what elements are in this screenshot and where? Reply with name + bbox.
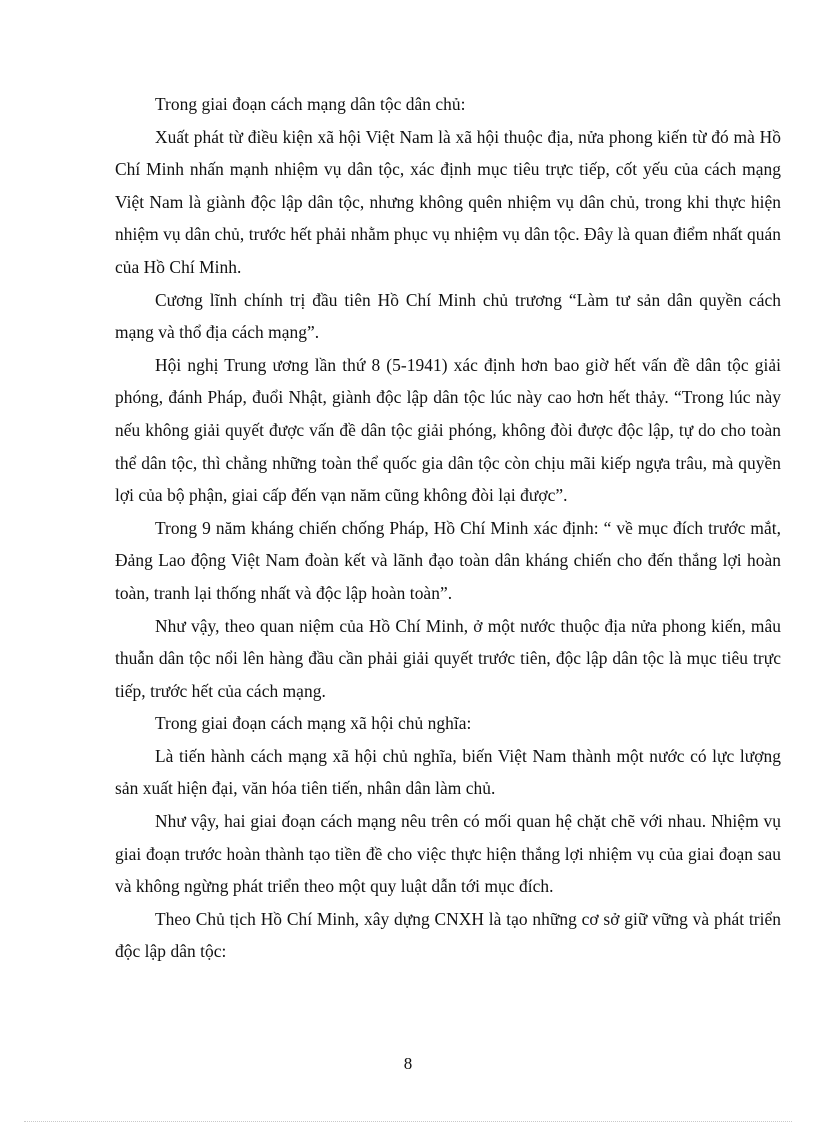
- paragraph-political-platform: Cương lĩnh chính trị đầu tiên Hồ Chí Minh chủ trương “Làm tư sản dân quyền cách mạng và thổ địa cách mạng”.: [115, 289, 781, 343]
- paragraph-conclusion-independence: Như vậy, theo quan niệm của Hồ Chí Minh, ở một nước thuộc địa nửa phong kiến, mâu thuẫn dân tộc nổi lên hàng đầu cần phải giải quyết trước tiên, độc lập dân tộc là mục tiêu trực tiếp, trước hết của cách mạng.: [115, 615, 781, 701]
- page-bottom-divider: [24, 1121, 792, 1122]
- paragraph-building-socialism: Theo Chủ tịch Hồ Chí Minh, xây dựng CNXH là tạo những cơ sở giữ vững và phát triển độc lập dân tộc:: [115, 908, 781, 962]
- paragraph-two-stages-relation: Như vậy, hai giai đoạn cách mạng nêu trên có mối quan hệ chặt chẽ với nhau. Nhiệm vụ giai đoạn trước hoàn thành tạo tiền đề cho việc thực hiện thắng lợi nhiệm vụ của giai đoạn sau và không ngừng phát triển theo một quy luật dẫn tới mục đích.: [115, 811, 781, 897]
- page-number: 8: [403, 1054, 413, 1073]
- paragraph-eighth-conference: Hội nghị Trung ương lần thứ 8 (5-1941) xác định hơn bao giờ hết vấn đề dân tộc giải phóng, đánh Pháp, đuổi Nhật, giành độc lập dân tộc lúc này cao hơn hết thảy. “Trong lúc này nếu không giải quyết được vấn đề dân tộc giải phóng, không đòi được độc lập, tự do cho toàn thể dân tộc, thì chẳng những toàn thể quốc gia dân tộc còn chịu mãi kiếp ngựa trâu, mà quyền lợi của bộ phận, giai cấp đến vạn năm cũng không đòi lại được”.: [115, 354, 781, 506]
- paragraph-heading-socialist-stage: Trong giai đoạn cách mạng xã hội chủ nghĩa:: [155, 713, 472, 734]
- paragraph-socialist-revolution: Là tiến hành cách mạng xã hội chủ nghĩa, biến Việt Nam thành một nước có lực lượng sản xuất hiện đại, văn hóa tiên tiến, nhân dân làm chủ.: [115, 745, 781, 799]
- paragraph-resistance-war: Trong 9 năm kháng chiến chống Pháp, Hồ Chí Minh xác định: “ về mục đích trước mắt, Đảng Lao động Việt Nam đoàn kết và lãnh đạo toàn dân kháng chiến cho đến thắng lợi hoàn toàn, tranh lại thống nhất và độc lập hoàn toàn”.: [115, 517, 781, 603]
- paragraph-national-task: Xuất phát từ điều kiện xã hội Việt Nam là xã hội thuộc địa, nửa phong kiến từ đó mà Hồ Chí Minh nhấn mạnh nhiệm vụ dân tộc, xác định mục tiêu trực tiếp, cốt yếu của cách mạng Việt Nam là giành độc lập dân tộc, nhưng không quên nhiệm vụ dân chủ, trong khi thực hiện nhiệm vụ dân chủ, trước hết phải nhằm phục vụ nhiệm vụ dân tộc. Đây là quan điểm nhất quán của Hồ Chí Minh.: [115, 126, 781, 277]
- body-text: [115, 88, 781, 968]
- paragraph-heading-democratic-stage: Trong giai đoạn cách mạng dân tộc dân chủ:: [155, 94, 466, 114]
